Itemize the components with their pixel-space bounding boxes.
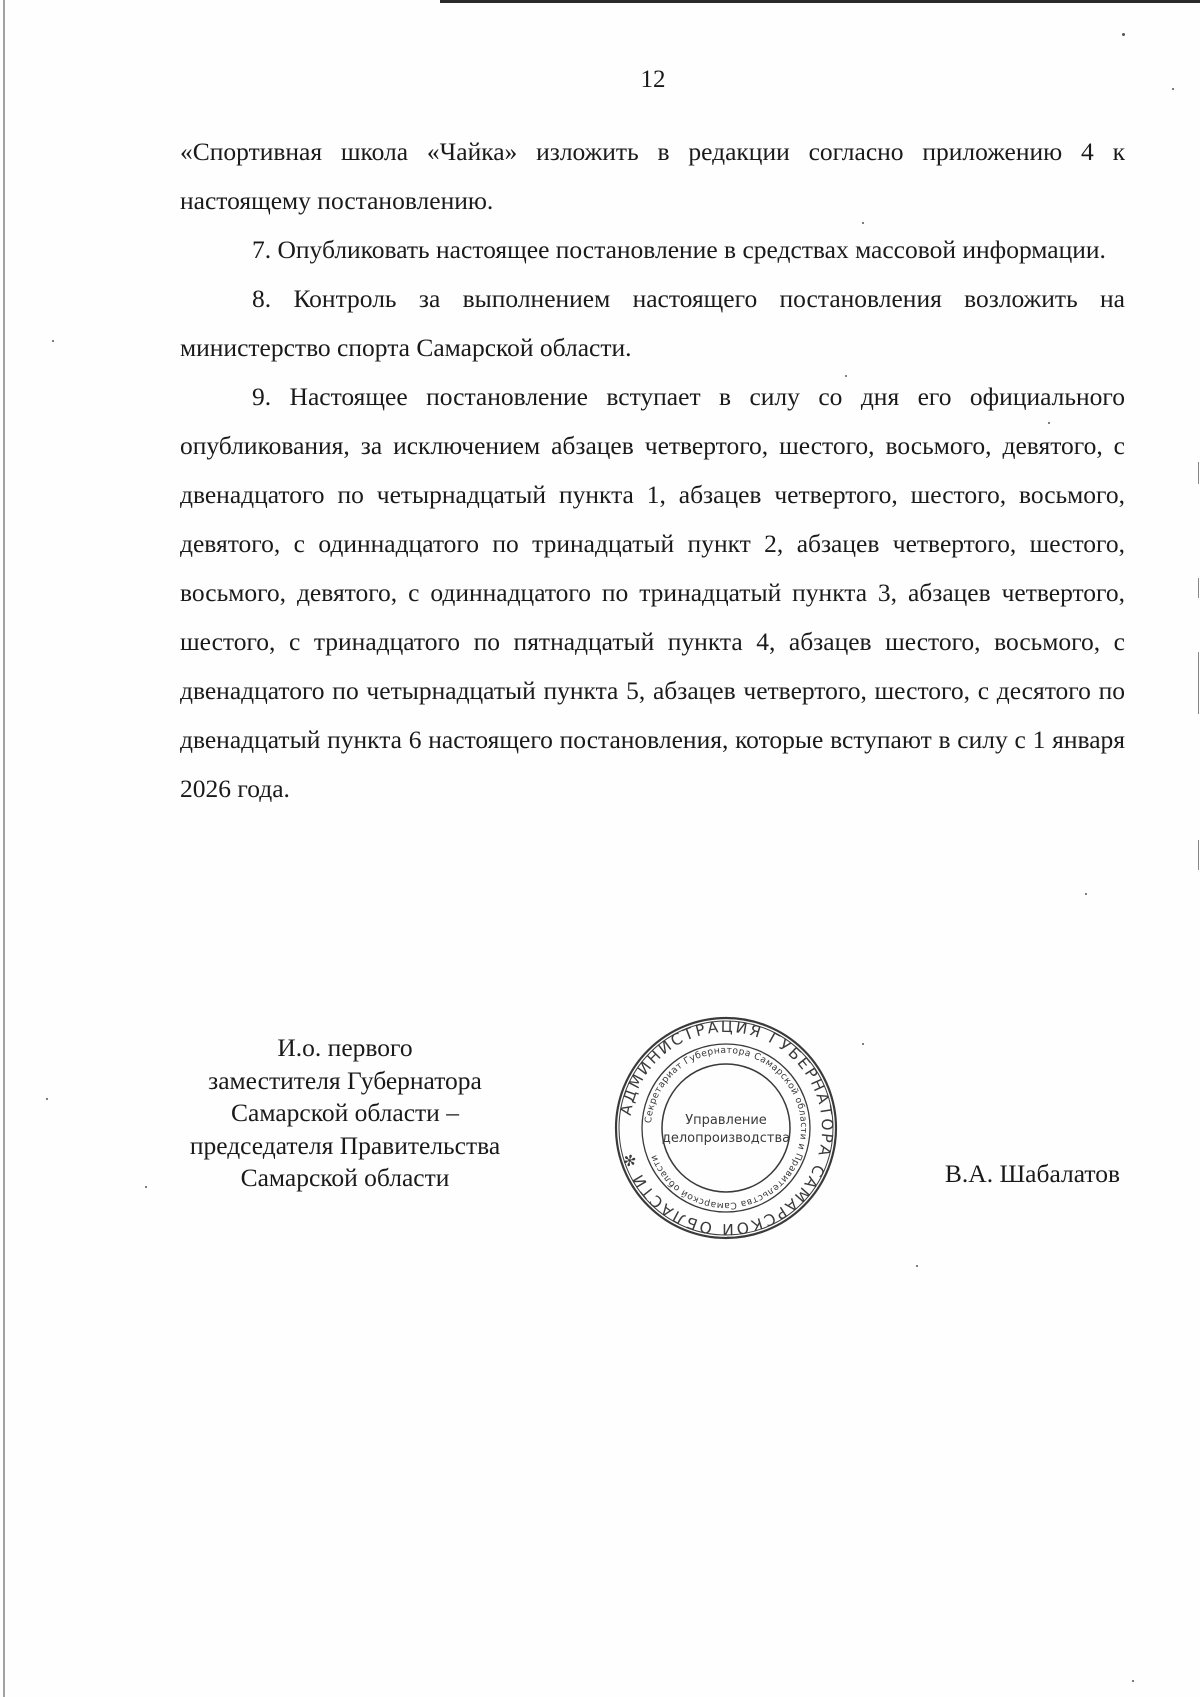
- scan-speck: [1085, 893, 1087, 895]
- signatory-title: [140, 1032, 550, 1195]
- signatory-title-line: Самарской области: [240, 1163, 450, 1192]
- scan-mark: [1198, 578, 1199, 598]
- scan-mark: [1198, 462, 1199, 484]
- scan-speck: [862, 1043, 864, 1045]
- paragraph-9: 9. Настоящее постановление вступает в силу со дня его официального опубликования, за исключением абзацев четвертого, шестого, восьмого, девятого, с двенадцатого по четырнадцатый пункта 1, абзацев четвертого, шестого, восьмого, девятого, с одиннадцатого по тринадцатый пункт 2, абзацев четвертого, шестого, восьмого, девятого, с одиннадцатого по тринадцатый пункта 3, абзацев четвертого, шестого, с тринадцатого по пятнадцатый пункта 4, абзацев шестого, восьмого, с двенадцатого по четырнадцатый пункта 5, абзацев четвертого, шестого, с десятого по двенадцатый пункта 6 настоящего постановления, которые вступают в силу с 1 января 2026 года.: [180, 382, 1125, 803]
- seal-center-line-2: делопроизводства: [661, 1131, 791, 1146]
- signatory-name: В.А. Шабалатов: [944, 1159, 1120, 1188]
- page-number: 12: [640, 66, 666, 93]
- scan-speck: [52, 340, 54, 342]
- scan-speck: [916, 1265, 918, 1267]
- seal-center-line-1: Управление: [685, 1113, 767, 1128]
- scan-speck: [1122, 33, 1125, 36]
- official-seal: [612, 1014, 840, 1242]
- paragraph-8: 8. Контроль за выполнением настоящего постановления возложить на министерство спорта Самарской области.: [180, 284, 1125, 362]
- seal-outer-textpath: АДМИНИСТРАЦИЯ ГУБЕРНАТОРА САМАРСКОЙ ОБЛАСТИ ✻: [616, 1017, 837, 1239]
- scan-edge-top: [440, 0, 1200, 3]
- seal-inner-textpath: Секретариат Губернатора Самарской области и Правительства Самарской области: [643, 1044, 810, 1212]
- scan-mark: [1198, 840, 1199, 870]
- paragraph-7: 7. Опубликовать настоящее постановление в средствах массовой информации.: [252, 235, 1106, 264]
- signatory-title-line: председателя Правительства: [189, 1130, 501, 1160]
- scan-edge-left: [3, 0, 5, 1697]
- body-text: [180, 127, 1125, 813]
- scan-mark: [1198, 652, 1199, 714]
- paragraph-1: «Спортивная школа «Чайка» изложить в редакции согласно приложению 4 к настоящему постановлению.: [180, 137, 1125, 215]
- signatory-title-line: заместителя Губернатора: [208, 1065, 482, 1095]
- scan-speck: [1132, 1680, 1134, 1682]
- scan-speck: [46, 1098, 48, 1100]
- signatory-title-line: Самарской области –: [231, 1098, 459, 1127]
- signatory-title-line: И.о. первого: [277, 1033, 413, 1062]
